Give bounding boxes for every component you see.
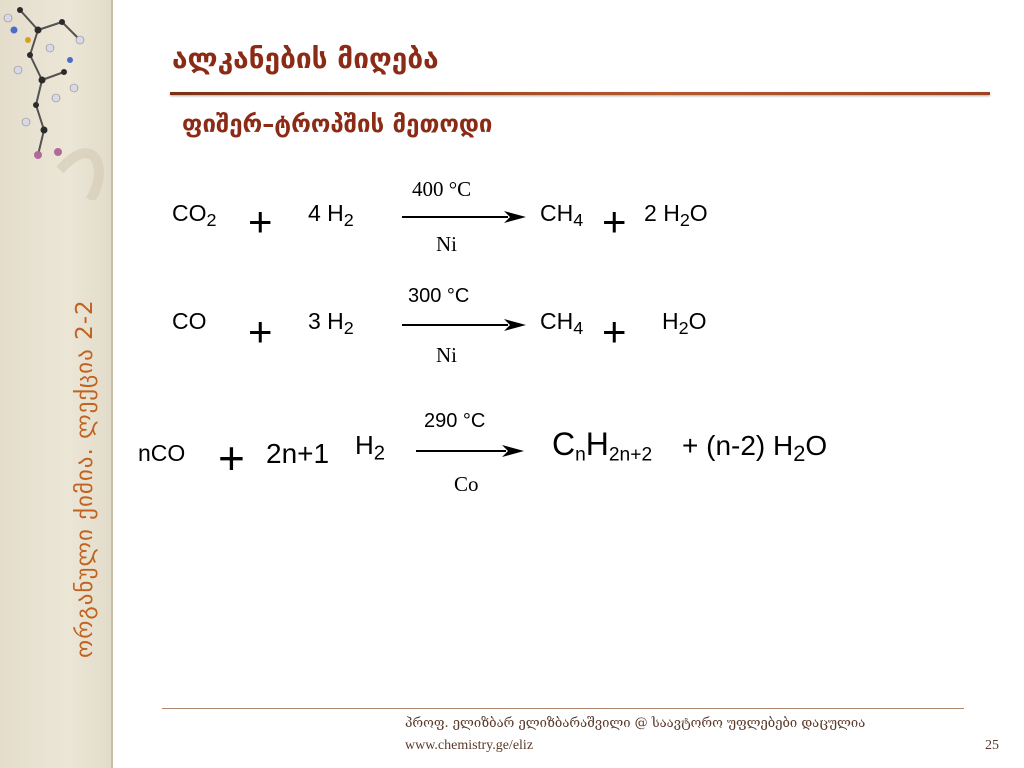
reaction-3-arrow	[414, 444, 526, 458]
reaction-2-product-1: $CH_4$	[540, 308, 584, 339]
reaction-1-product-2: 2 $H_2O$	[644, 200, 708, 231]
reaction-3-coefficient: 2n+1	[266, 438, 330, 469]
slide-subtitle: ფიშერ–ტროპშის მეთოდი	[182, 110, 493, 138]
reaction-2-reactant-1: CO	[172, 308, 207, 334]
sidebar	[0, 0, 113, 768]
title-divider	[170, 92, 990, 95]
slide-title: ალკანების მიღება	[172, 42, 439, 75]
reaction-3-reactant-1: nCO	[138, 440, 186, 466]
plus-sign: +	[602, 308, 627, 355]
reaction-2-product-2: $H_2O$	[662, 308, 707, 339]
plus-sign: +	[218, 432, 245, 484]
reaction-2-arrow	[400, 318, 528, 332]
plus-sign: +	[248, 198, 273, 245]
reaction-2-condition-temperature: 300 °C	[408, 285, 470, 307]
page-number: 25	[985, 738, 999, 753]
reaction-1-arrow	[400, 210, 528, 224]
molecule-illustration	[0, 0, 113, 200]
reaction-1-product-1: $CH_4$	[540, 200, 584, 231]
footer-url: www.chemistry.ge/eliz	[405, 738, 534, 753]
reaction-1-condition-temperature: 400 °C	[412, 177, 472, 201]
reaction-3-condition-temperature: 290 °C	[424, 410, 486, 432]
footer-divider	[162, 708, 964, 709]
reaction-3-product-2: + (n-2) $H_2O$	[682, 430, 828, 467]
reaction-3-product-1: $C_nH_{2n+2}$	[552, 426, 653, 466]
plus-sign: +	[248, 308, 273, 355]
sidebar-lecture-label: ორგანული ქიმია. ლექცია 2-2	[72, 299, 98, 658]
reaction-2-reactant-2: 3 $H_2$	[308, 308, 354, 339]
plus-sign: +	[602, 198, 627, 245]
reaction-3-reactant-2: $H_2$	[355, 430, 386, 465]
reaction-1-condition-catalyst: Ni	[436, 232, 457, 256]
sidebar-divider	[111, 0, 113, 768]
reaction-1-reactant-1: $CO_2$	[172, 200, 217, 231]
reaction-3-condition-catalyst: Co	[454, 472, 479, 496]
reaction-1-reactant-2: 4 $H_2$	[308, 200, 354, 231]
footer-copyright: პროფ. ელიზბარ ელიზბარაშვილი @ საავტორო უფლებები დაცულია	[405, 716, 866, 731]
reaction-2-condition-catalyst: Ni	[436, 343, 457, 367]
